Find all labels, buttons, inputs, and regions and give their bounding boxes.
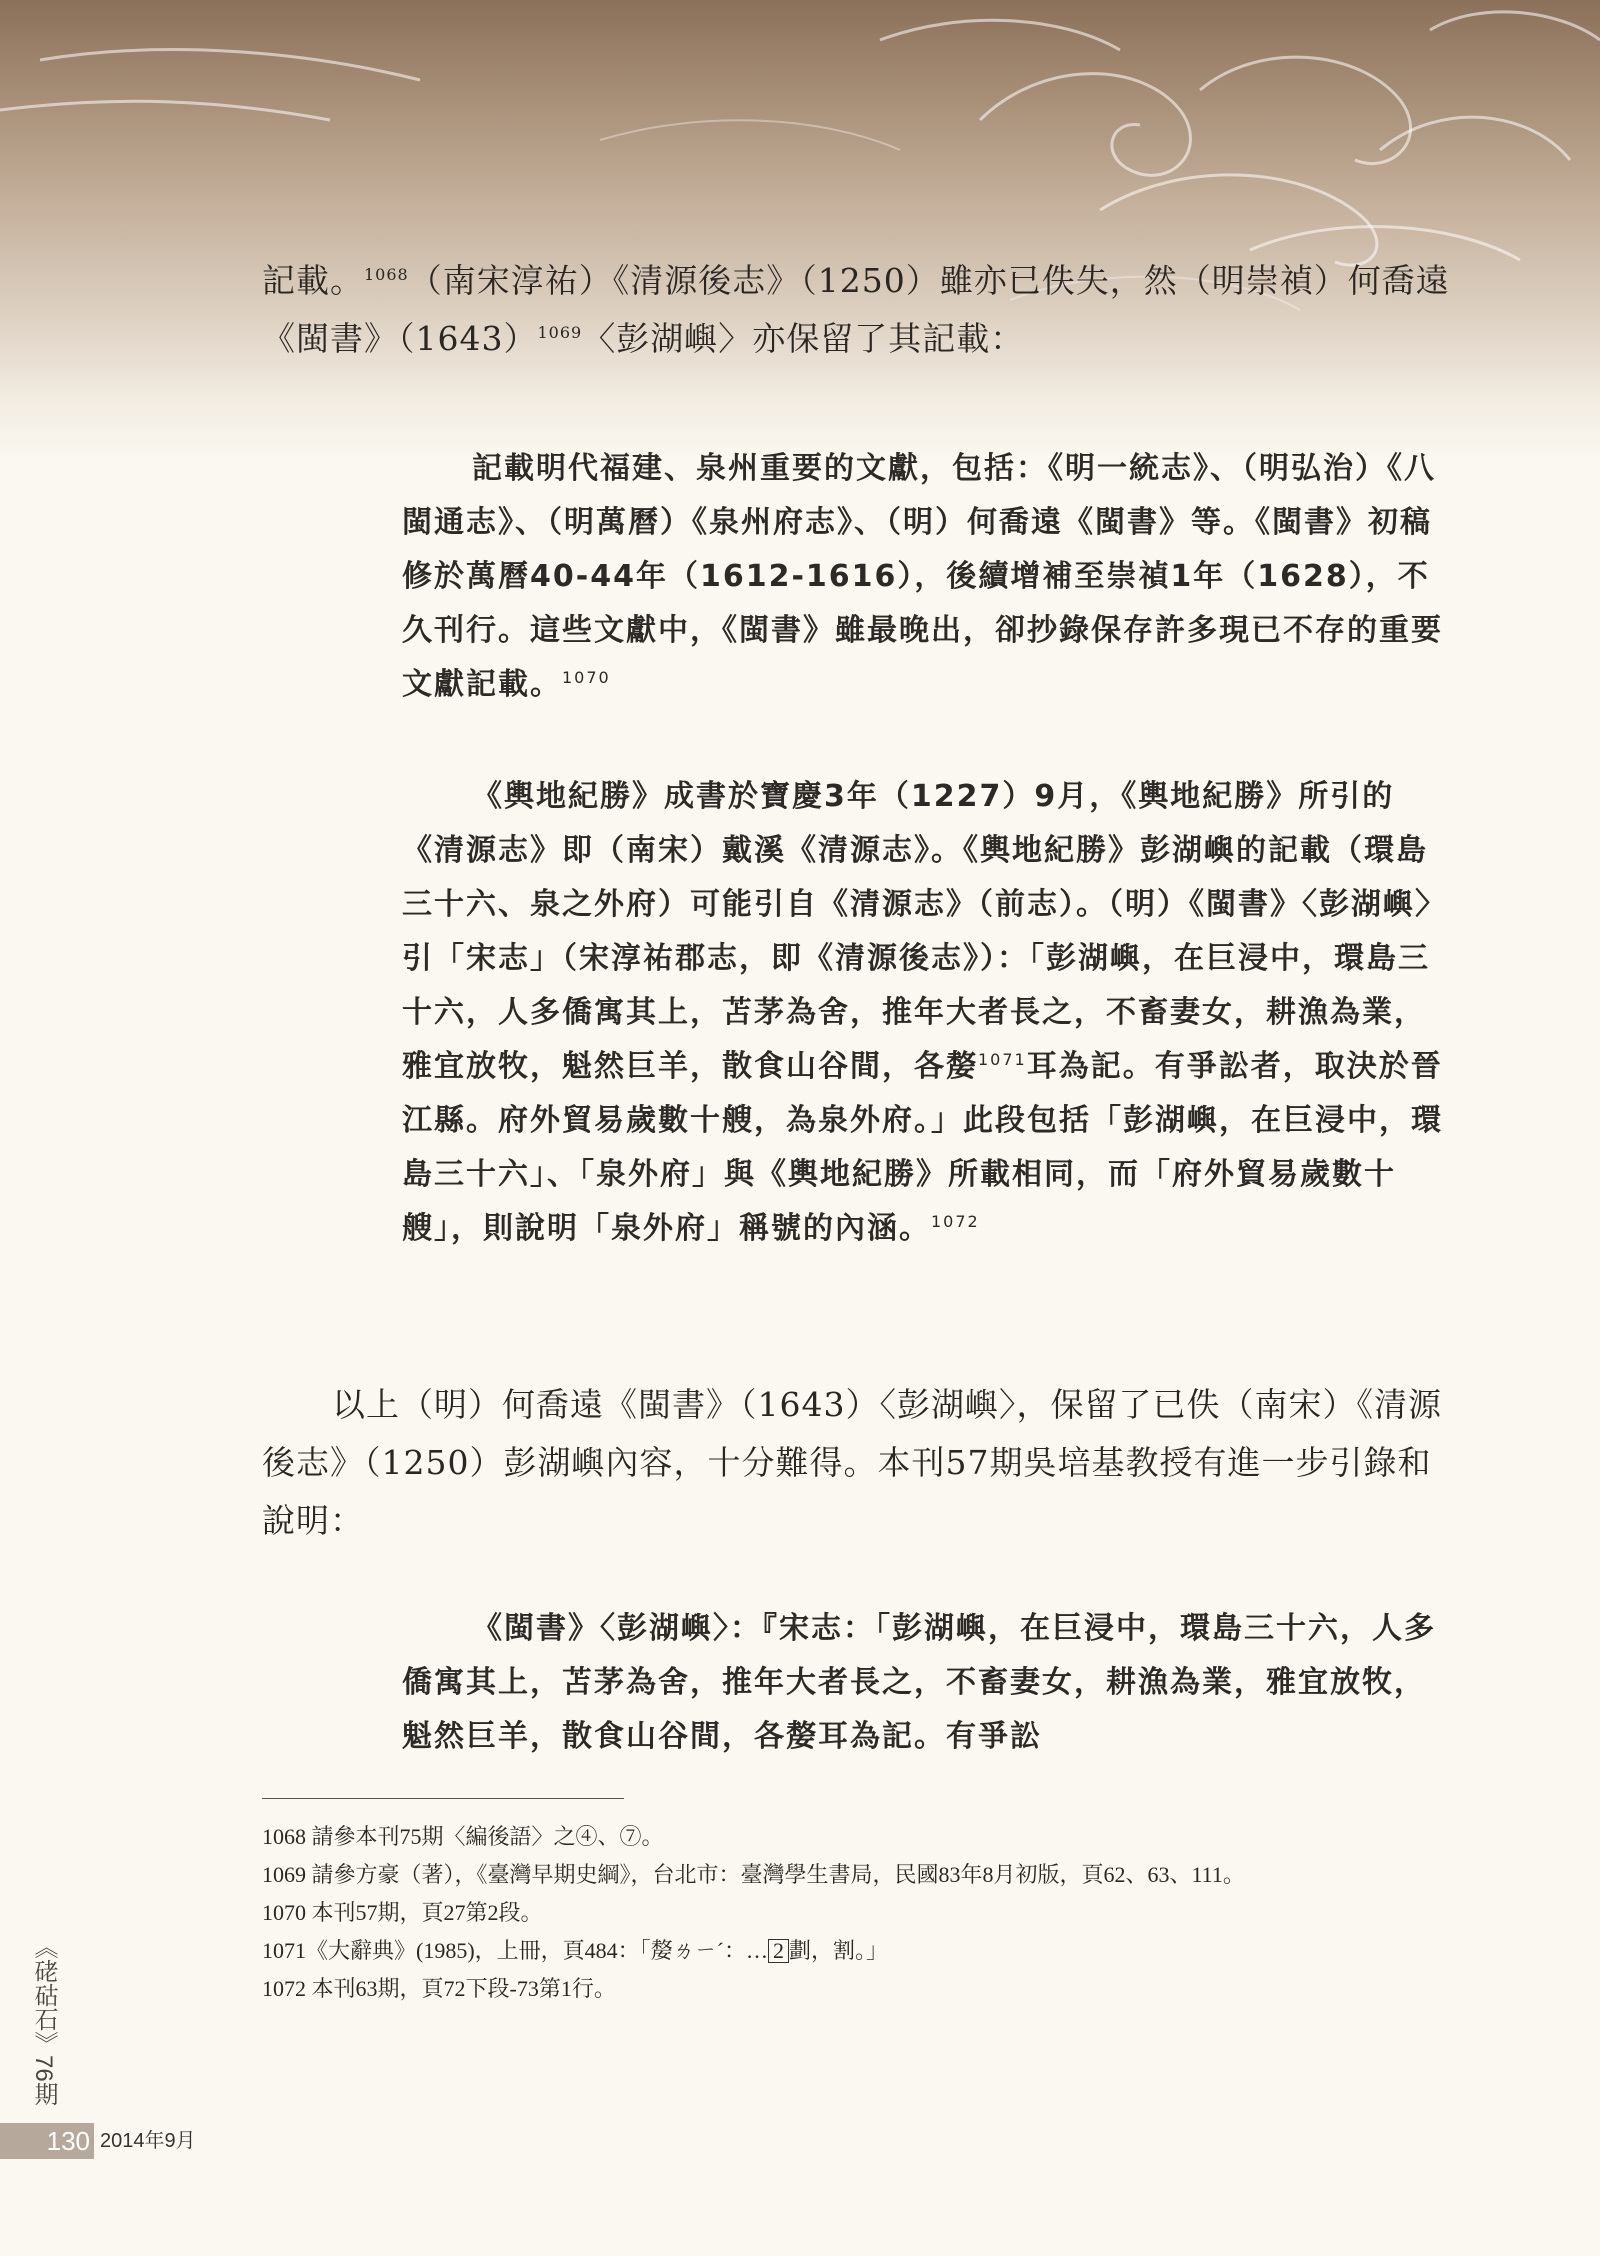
footnote-1069: 1069 請參方豪（著），《臺灣早期史綱》，台北市：臺灣學生書局，民國83年8月初版，頁62、63、111。: [262, 1862, 1245, 1887]
paragraph-2: [262, 1376, 1452, 1550]
header-banner: [0, 0, 1600, 460]
footnote-ref-1071: 1071: [978, 1050, 1027, 1069]
footnote-ref-1072: 1072: [931, 1212, 980, 1231]
footnotes: [262, 1818, 1452, 2008]
intro-text-c: 〈彭湖嶼〉亦保留了其記載：: [582, 319, 1025, 358]
intro-text-b: （南宋淳祐）《清源後志》（1250）雖亦已佚失，然（明崇禎）何喬遠《閩書》（1643）: [262, 261, 1450, 358]
block-quote-3: [402, 1602, 1452, 1764]
footnote-1068: 1068 請參本刊75期〈編後語〉之④、⑦。: [262, 1824, 664, 1849]
footnote-1071: [262, 1932, 1452, 1970]
footnote-ref-1068: 1068: [364, 265, 409, 284]
intro-paragraph: [262, 252, 1452, 368]
block-quote-2: [402, 770, 1452, 1256]
footnote-1071-text-a: 1071《大辭典》(1985)，上冊，頁484：「嫠ㄌㄧˊ：…: [262, 1938, 768, 1963]
quote-2-text-b: 耳為記。有爭訟者，取決於晉江縣。府外貿易歲數十艘，為泉外府。」此段包括「彭湖嶼，在巨浸中，環島三十六」、「泉外府」與《輿地紀勝》所載相同，而「府外貿易歲數十艘」，則說明「泉外府」稱號的內涵。: [402, 1049, 1443, 1246]
footnote-1070: 1070 本刊57期，頁27第2段。: [262, 1900, 543, 1925]
footnote-1072: 1072 本刊63期，頁72下段-73第1行。: [262, 1976, 616, 2001]
footnote-ref-1069: 1069: [537, 323, 583, 342]
quote-2-text-a: 《輿地紀勝》成書於寶慶3年（1227）9月，《輿地紀勝》所引的《清源志》即（南宋）戴溪《清源志》。《輿地紀勝》彭湖嶼的記載（環島三十六、泉之外府）可能引自《清源志》（前志）。（明）《閩書》〈彭湖嶼〉引「宋志」（宋淳祐郡志，即《清源後志》）：「彭湖嶼，在巨浸中，環島三十六，人多僑寓其上，苫茅為舍，推年大者長之，不畜妻女，耕漁為業，雅宜放牧，魁然巨羊，散食山谷間，各嫠: [402, 779, 1447, 1084]
cloud-pattern: [0, 0, 1600, 460]
block-quote-1: [402, 442, 1452, 712]
issue-date: 2014年9月: [100, 2130, 196, 2152]
footnote-divider: [262, 1798, 624, 1799]
footnote-1071-text-b: 劃，割。」: [788, 1938, 888, 1963]
footnote-1071-boxed-number: 2: [768, 1939, 789, 1963]
page-number: 130: [0, 2123, 94, 2159]
quote-1-text: 記載明代福建、泉州重要的文獻，包括：《明一統志》、（明弘治）《八閩通志》、（明萬曆）《泉州府志》、（明）何喬遠《閩書》等。《閩書》初稿修於萬曆40-44年（1612-1616），後續增補至崇禎1年（1628），不久刊行。這些文獻中，《閩書》雖最晚出，卻抄錄保存許多現已不存的重要文獻記載。: [402, 451, 1443, 702]
journal-title-vertical: 《硓𥑮石》76期: [30, 1935, 57, 2106]
intro-text-a: 記載。: [262, 261, 364, 300]
quote-3-text: 《閩書》〈彭湖嶼〉：『宋志：「彭湖嶼，在巨浸中，環島三十六，人多僑寓其上，苫茅為舍，推年大者長之，不畜妻女，耕漁為業，雅宜放牧，魁然巨羊，散食山谷間，各嫠耳為記。有爭訟: [402, 1611, 1436, 1754]
paragraph-2-text: 以上（明）何喬遠《閩書》（1643）〈彭湖嶼〉，保留了已佚（南宋）《清源後志》（1250）彭湖嶼內容，十分難得。本刊57期吳培基教授有進一步引錄和說明：: [262, 1385, 1442, 1540]
footnote-ref-1070: 1070: [562, 668, 611, 687]
